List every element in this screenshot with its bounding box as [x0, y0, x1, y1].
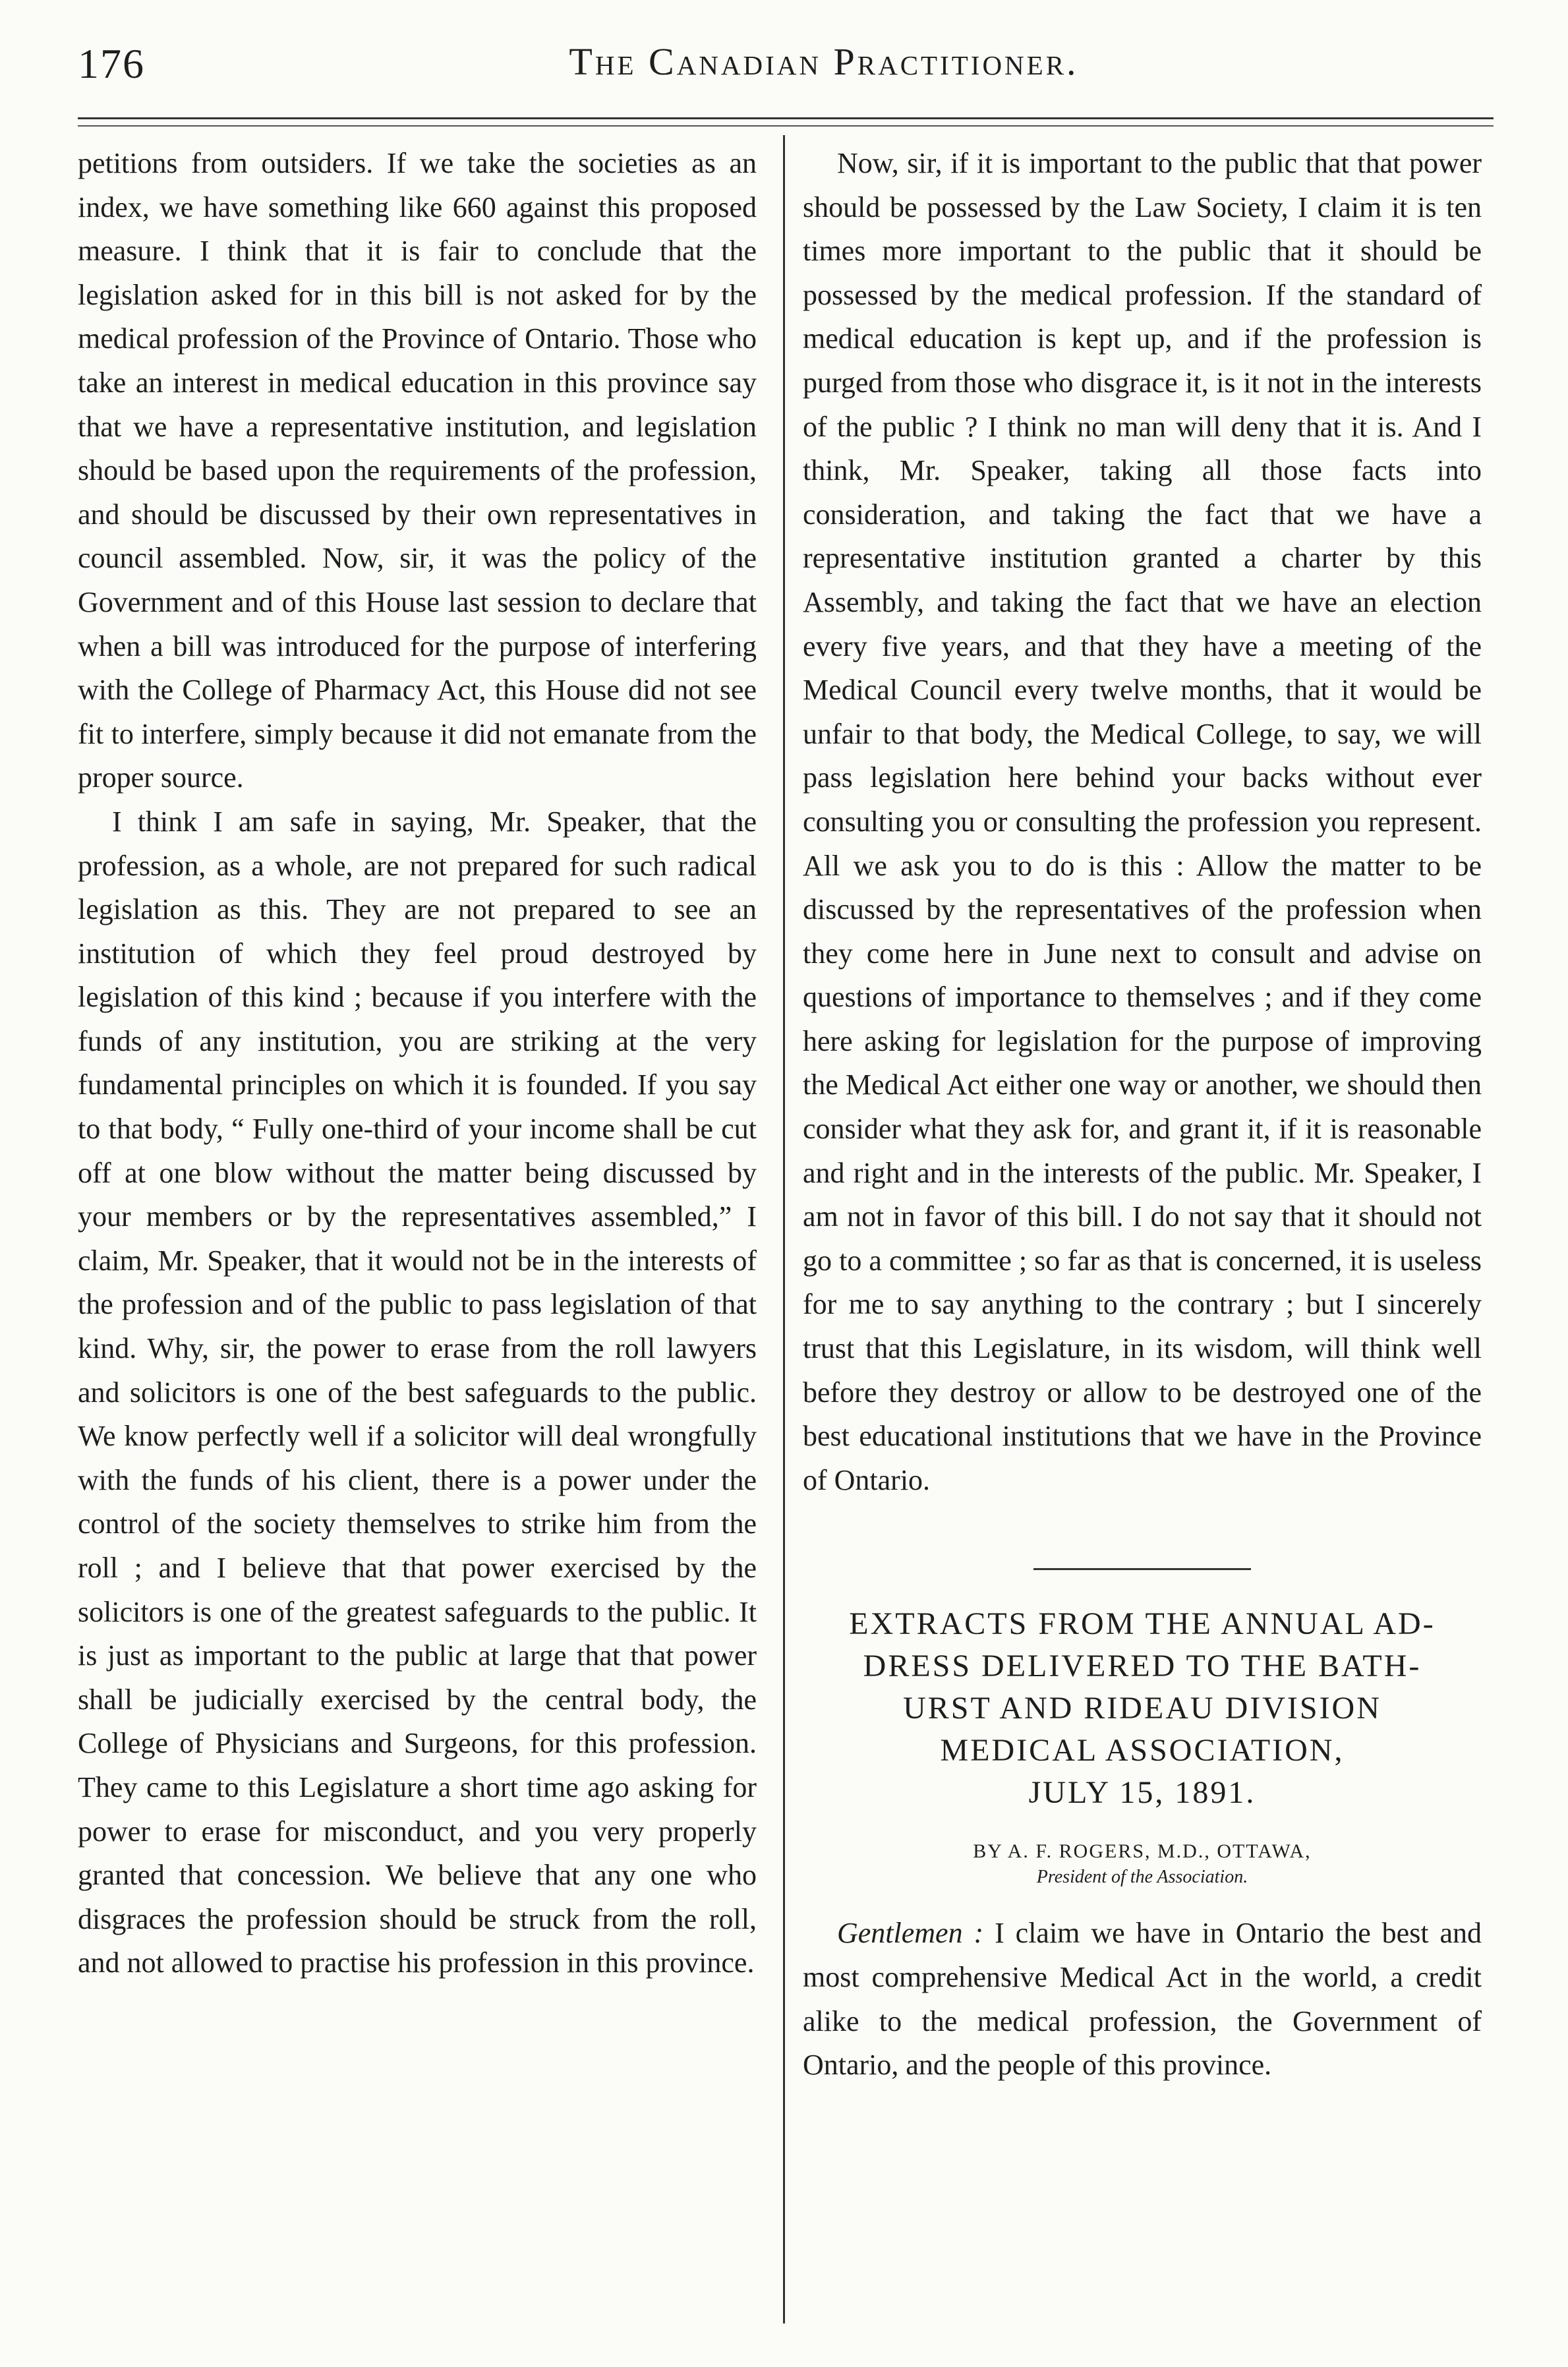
address-body: I claim we have in Ontario the best and most comprehensive Medical Act in the world, a credit alike to the medical profession, the Government of Ontario, and the people of this province.: [803, 1917, 1482, 2082]
section-heading: [803, 1603, 1482, 1814]
section-heading-line: JULY 15, 1891.: [1028, 1775, 1256, 1811]
page-number: 176: [78, 40, 145, 87]
left-paragraph-2: I think I am safe in saying, Mr. Speaker, that the profession, as a whole, are not prepared for such radical legislation as this. They are not prepared to see an institution of which they feel proud destroyed by legislation of this kind ; because if you interfere with the funds of any institution, you are striking at the very fundamental principles on which it is founded. If you say to that body, “ Fully one-third of your income shall be cut off at one blow without the matter being discussed by your members or by the representatives assembled,” I claim, Mr. Speaker, that it would not be in the interests of the profession and of the public to pass legislation of that kind. Why, sir, the power to erase from the roll lawyers and solicitors is one of the best safeguards to the public. We know perfectly well if a solicitor will deal wrongfully with the funds of his client, there is a power under the control of the society themselves to strike him from the roll ; and I believe that that power exercised by the solicitors is one of the greatest safeguards to the public. It is just as important to the public at large that that power shall be judicially exercised by the central body, the College of Physicians and Surgeons, for this profession. They came to this Legislature a short time ago asking for power to erase for misconduct, and you very properly granted that concession. We believe that any one who disgraces the profession should be struck from the roll, and not allowed to practise his profession in this province.: [78, 805, 757, 1979]
section-heading-line: URST AND RIDEAU DIVISION: [903, 1691, 1381, 1726]
section-heading-line: MEDICAL ASSOCIATION,: [940, 1733, 1345, 1768]
salutation: Gentlemen :: [837, 1917, 984, 1950]
column-divider: [783, 135, 785, 2323]
byline-subtitle: President of the Association.: [1036, 1867, 1248, 1888]
byline: BY A. F. ROGERS, M.D., OTTAWA,: [973, 1840, 1312, 1863]
running-title: The Canadian Practitioner.: [569, 40, 1079, 83]
section-divider: [1033, 1568, 1251, 1570]
left-paragraph-1: petitions from outsiders. If we take the societies as an index, we have something like 660 against this proposed measure. I think that it is fair to conclude that the legislation asked for in this bill is not asked for by the medical profession of the Province of Ontario. Those who take an interest in medical education in this province say that we have a representative institution, and legislation should be based upon the requirements of the profession, and should be discussed by their own representatives in council assembled. Now, sir, it was the policy of the Government and of this House last session to declare that when a bill was introduced for the purpose of interfering with the College of Pharmacy Act, this House did not see fit to interfere, simply because it did not emanate from the proper source.: [78, 147, 757, 794]
left-column: [78, 142, 757, 1985]
section-heading-line: DRESS DELIVERED TO THE BATH-: [863, 1649, 1422, 1684]
section-heading-line: EXTRACTS FROM THE ANNUAL AD-: [849, 1606, 1436, 1642]
right-column: [803, 142, 1482, 2088]
address-paragraph: [803, 1912, 1482, 2087]
header-rule: [78, 117, 1494, 119]
header-rule-secondary: [78, 125, 1494, 127]
right-paragraph-1: Now, sir, if it is important to the public that that power should be possessed by the Law Society, I claim it is ten times more important to the public that it should be possessed by the medical profession. If the standard of medical education is kept up, and if the profession is purged from those who disgrace it, is it not in the interests of the public ? I think no man will deny that it is. And I think, Mr. Speaker, taking all those facts into consideration, and taking the fact that we have a representative institution granted a charter by this Assembly, and taking the fact that we have an election every five years, and that they have a meeting of the Medical Council every twelve months, that it would be unfair to that body, the Medical College, to say, we will pass legislation here behind your backs without ever consulting you or consulting the profession you represent. All we ask you to do is this : Allow the matter to be discussed by the representatives of the profession when they come here in June next to consult and advise on questions of importance to themselves ; and if they come here asking for legislation for the purpose of improving the Medical Act either one way or another, we should then consider what they ask for, and grant it, if it is reasonable and right and in the interests of the public. Mr. Speaker, I am not in favor of this bill. I do not say that it should not go to a committee ; so far as that is concerned, it is useless for me to say anything to the contrary ; but I sincerely trust that this Legislature, in its wisdom, will think well before they destroy or allow to be destroyed one of the best educational institutions that we have in the Province of Ontario.: [803, 147, 1482, 1496]
